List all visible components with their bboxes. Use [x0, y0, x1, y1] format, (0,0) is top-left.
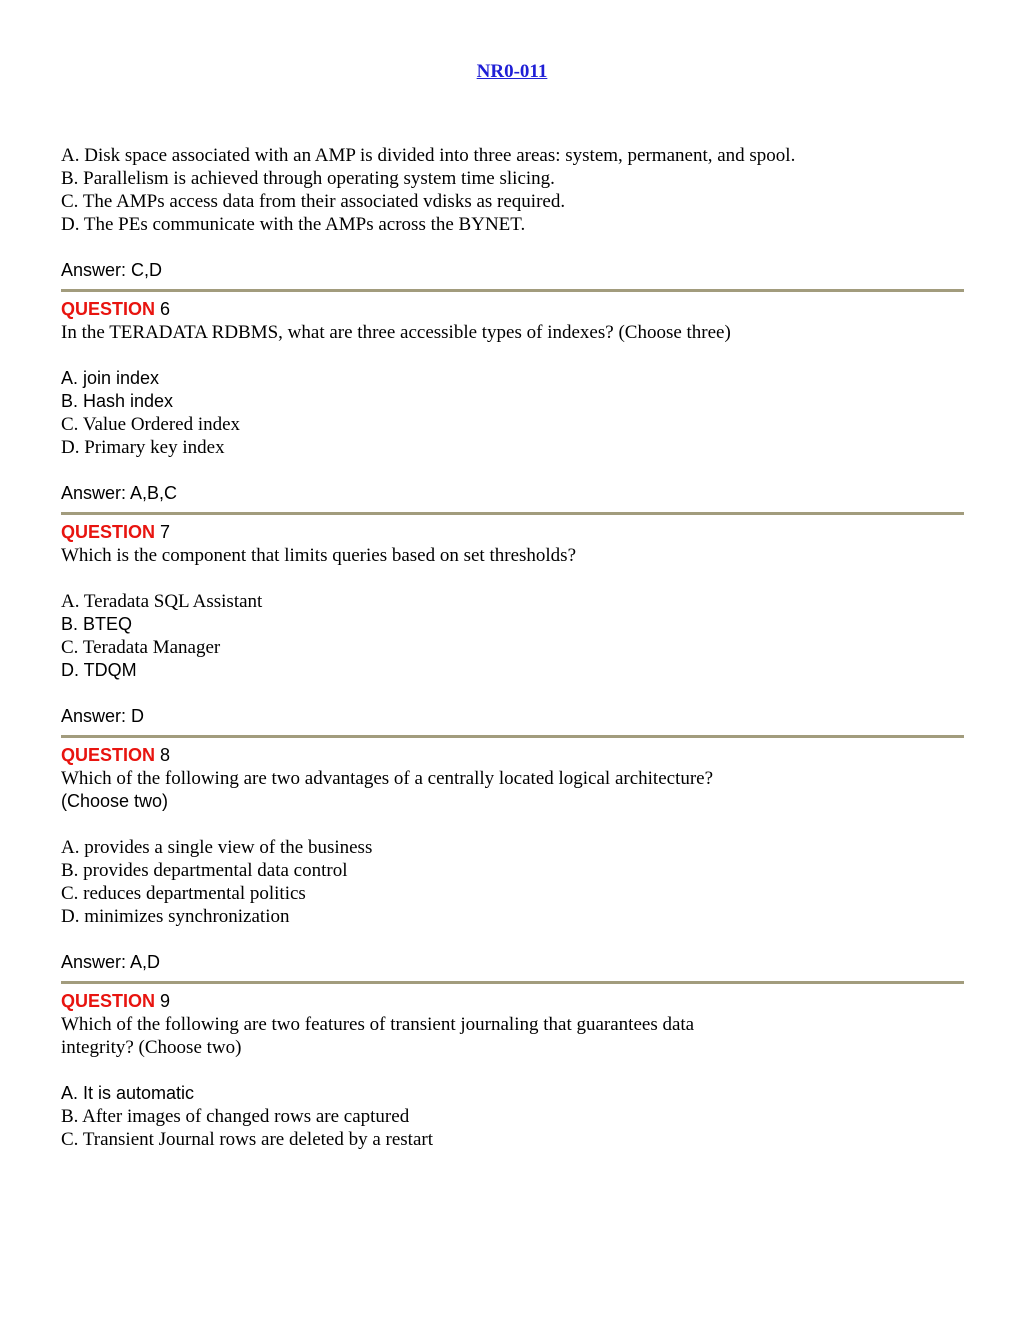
divider	[61, 289, 964, 292]
q9-text-continued: integrity? (Choose two)	[61, 1037, 242, 1058]
question-list	[61, 144, 971, 1151]
question-label: QUESTION	[61, 745, 156, 765]
q7-option-d: D. TDQM	[61, 660, 137, 680]
q6-option-b: B. Hash index	[61, 391, 174, 411]
q5-option-c: C. The AMPs access data from their associated vdisks as required.	[61, 191, 566, 212]
question-label: QUESTION	[61, 522, 156, 542]
q6-option-a: A. join index	[61, 368, 160, 388]
q6-answer: Answer: A,B,C	[61, 483, 178, 503]
q7-option-b: B. BTEQ	[61, 614, 133, 634]
q8-option-b: B. provides departmental data control	[61, 860, 348, 881]
question-number: 8	[160, 745, 171, 765]
q7-heading	[61, 521, 971, 544]
divider	[61, 512, 964, 515]
q5-option-d: D. The PEs communicate with the AMPs across the BYNET.	[61, 214, 526, 235]
q6-text: In the TERADATA RDBMS, what are three accessible types of indexes? (Choose three)	[61, 322, 731, 343]
q7-option-c: C. Teradata Manager	[61, 637, 221, 658]
divider	[61, 981, 964, 984]
divider	[61, 735, 964, 738]
q6-option-d: D. Primary key index	[61, 437, 225, 458]
q8-text-continued: (Choose two)	[61, 791, 169, 811]
q6-heading	[61, 298, 971, 321]
q7-answer: Answer: D	[61, 706, 145, 726]
q9-option-b: B. After images of changed rows are captured	[61, 1106, 410, 1127]
document-title[interactable]: NR0-011	[476, 61, 548, 82]
question-label: QUESTION	[61, 991, 156, 1011]
q8-option-c: C. reduces departmental politics	[61, 883, 306, 904]
question-number: 6	[160, 299, 171, 319]
q9-option-a: A. It is automatic	[61, 1083, 195, 1103]
question-number: 7	[160, 522, 171, 542]
q5-option-a: A. Disk space associated with an AMP is divided into three areas: system, permanent, and spool.	[61, 145, 796, 166]
q8-text: Which of the following are two advantages of a centrally located logical architecture?	[61, 768, 714, 789]
q7-option-a: A. Teradata SQL Assistant	[61, 591, 263, 612]
q8-heading	[61, 744, 971, 767]
question-number: 9	[160, 991, 171, 1011]
q8-answer: Answer: A,D	[61, 952, 161, 972]
q9-heading	[61, 990, 971, 1013]
q6-option-c: C. Value Ordered index	[61, 414, 241, 435]
q5-option-b: B. Parallelism is achieved through operating system time slicing.	[61, 168, 555, 189]
q9-option-c: C. Transient Journal rows are deleted by a restart	[61, 1129, 433, 1150]
q7-text: Which is the component that limits queries based on set thresholds?	[61, 545, 577, 566]
q5-answer: Answer: C,D	[61, 260, 163, 280]
q8-option-d: D. minimizes synchronization	[61, 906, 290, 927]
q8-option-a: A. provides a single view of the business	[61, 837, 373, 858]
q9-text: Which of the following are two features of transient journaling that guarantees data	[61, 1014, 695, 1035]
question-label: QUESTION	[61, 299, 156, 319]
